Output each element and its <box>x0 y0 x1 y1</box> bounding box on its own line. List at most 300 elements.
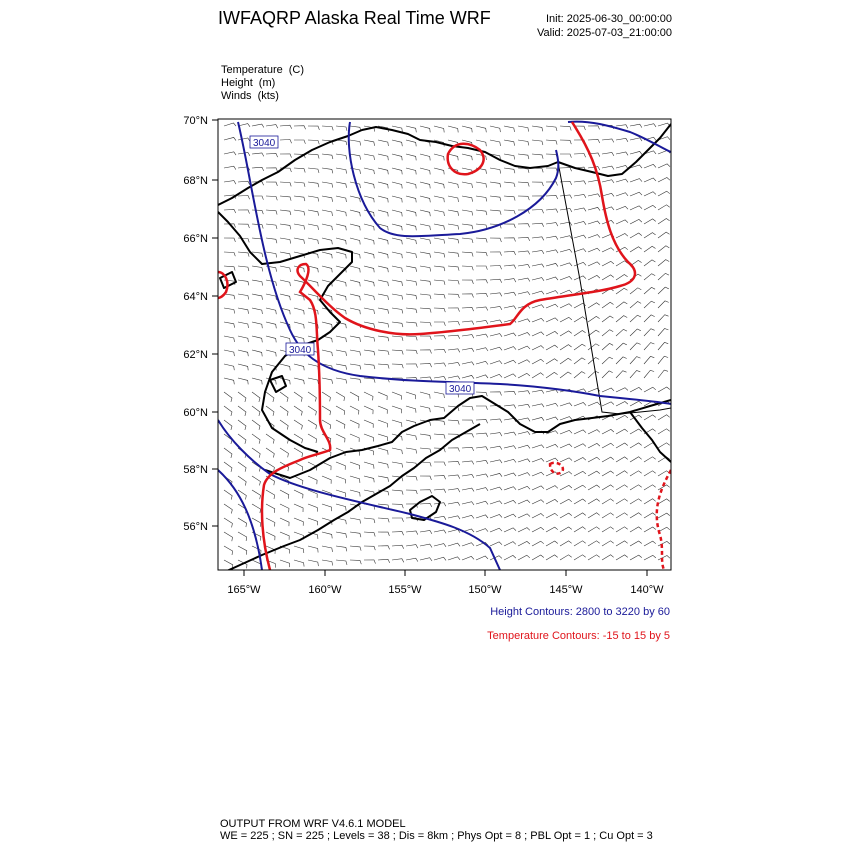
wind-barb <box>546 126 557 131</box>
wind-barb <box>406 182 416 188</box>
wind-barb <box>224 336 235 342</box>
wind-barb <box>420 350 432 354</box>
wind-barb <box>364 350 375 355</box>
lat-tick-label: 56°N <box>183 521 208 533</box>
wind-barb <box>560 195 572 199</box>
wind-barb <box>280 266 291 272</box>
wind-barb <box>490 515 502 519</box>
wind-barb <box>616 179 628 182</box>
wind-barb <box>560 140 571 144</box>
wind-barb <box>490 168 501 174</box>
contour-label: 3040 <box>449 384 472 395</box>
wind-barb <box>518 224 530 228</box>
wind-barb <box>392 140 402 146</box>
wind-barb <box>420 238 431 244</box>
wind-barb <box>630 387 642 392</box>
wind-barb <box>476 252 487 256</box>
wind-barb <box>546 444 558 448</box>
wind-barb <box>546 168 557 172</box>
wind-barb <box>532 555 544 560</box>
wind-barb <box>504 210 515 214</box>
wind-barb <box>546 140 557 145</box>
wind-barb <box>280 532 289 540</box>
wind-barb <box>322 266 332 272</box>
wind-barb <box>420 434 431 439</box>
wind-barb <box>560 358 572 364</box>
wind-barb <box>336 196 346 202</box>
wind-barb <box>378 294 389 300</box>
wind-barb <box>616 206 628 210</box>
wind-barb <box>546 541 558 546</box>
wind-barb <box>574 485 586 490</box>
wind-barb <box>266 252 277 258</box>
wind-barb <box>532 223 544 227</box>
wind-barb <box>518 251 530 255</box>
wind-barb <box>490 374 502 378</box>
wind-barb <box>336 126 347 131</box>
wind-barb <box>280 490 289 499</box>
wind-barb <box>322 532 332 538</box>
wind-barb <box>532 346 544 350</box>
wind-barb <box>224 504 232 514</box>
wind-barb <box>476 334 488 337</box>
wind-barb <box>420 252 431 258</box>
wind-barb <box>294 420 302 429</box>
wind-barb <box>364 532 375 537</box>
wind-barb <box>630 499 642 504</box>
wind-barb <box>490 140 501 146</box>
field-name: Temperature <box>221 64 283 76</box>
wind-barb <box>574 513 586 518</box>
wind-barb <box>504 473 516 476</box>
wind-barb <box>490 252 502 256</box>
wind-barb <box>490 473 502 476</box>
wind-barb <box>322 560 333 566</box>
wind-barb <box>266 504 275 513</box>
wind-barb <box>224 518 232 527</box>
wind-barb <box>532 417 544 420</box>
wind-barb <box>406 364 418 368</box>
wind-barb <box>518 404 530 407</box>
wind-barb <box>378 168 388 174</box>
wind-barb <box>588 402 600 406</box>
wind-barb <box>252 294 263 300</box>
wind-barb <box>392 266 402 272</box>
wind-barb <box>364 420 373 428</box>
wind-barb <box>630 513 642 518</box>
wind-barb <box>476 293 488 297</box>
wind-barb <box>252 434 260 444</box>
wind-barb <box>490 196 501 201</box>
wind-barb <box>560 249 572 252</box>
wind-barb <box>546 154 557 158</box>
wind-barb <box>504 182 515 187</box>
wind-barb <box>462 294 474 298</box>
wind-barb <box>434 196 444 202</box>
wind-barb <box>322 392 330 401</box>
wind-barb <box>364 434 373 442</box>
wind-barb <box>602 357 613 364</box>
wind-barb <box>434 322 445 326</box>
height-contour <box>349 122 559 236</box>
wind-barb <box>294 448 303 457</box>
wind-barb <box>658 387 670 392</box>
wind-barb <box>448 489 460 493</box>
wind-barb <box>490 392 502 396</box>
wind-barb <box>462 196 473 202</box>
wind-barb <box>238 336 248 342</box>
wind-barb <box>336 420 345 429</box>
wind-barb <box>462 406 473 410</box>
wind-barb <box>644 164 656 168</box>
wind-barb <box>490 293 502 297</box>
wind-barb <box>546 513 558 518</box>
wind-barb <box>350 308 360 314</box>
wind-barb <box>294 392 302 402</box>
wind-barb <box>630 206 642 210</box>
wind-barb <box>532 278 544 281</box>
wind-barb <box>504 514 516 518</box>
wind-barb <box>280 182 291 186</box>
wind-barb <box>588 555 600 560</box>
wind-barb <box>252 308 262 314</box>
wind-barb <box>560 304 572 308</box>
wind-barb <box>294 364 304 370</box>
wind-barb <box>658 541 670 546</box>
wind-barb <box>504 292 516 296</box>
wind-barb <box>546 390 558 393</box>
wind-barb <box>616 166 628 169</box>
wind-barb <box>322 182 333 188</box>
wind-barb <box>518 154 529 159</box>
wind-barb <box>420 308 431 313</box>
wind-barb <box>336 406 345 415</box>
wind-barb <box>392 559 404 563</box>
wind-barb <box>546 486 558 490</box>
lon-tick-label: 155°W <box>388 584 422 596</box>
wind-barb <box>266 406 274 416</box>
wind-barb <box>504 140 515 146</box>
wind-barb <box>574 181 586 185</box>
wind-barb <box>378 308 389 314</box>
wind-barb <box>406 252 417 258</box>
wind-barb <box>294 476 303 485</box>
wind-barb <box>462 447 474 451</box>
wind-barb <box>504 405 516 409</box>
wind-barb <box>322 154 333 159</box>
wind-barb <box>490 182 501 187</box>
wind-barb <box>238 378 248 384</box>
wind-barb <box>490 320 502 323</box>
wind-barb <box>602 193 614 196</box>
wind-barb <box>476 140 486 146</box>
wind-barb <box>504 555 516 560</box>
wind-barb <box>266 168 278 172</box>
wind-barb <box>392 336 403 341</box>
wind-barb <box>434 210 444 216</box>
wind-barb <box>588 248 600 252</box>
wind-barb <box>616 371 627 378</box>
wind-barb <box>350 532 361 537</box>
wind-barb <box>602 302 614 308</box>
wind-barb <box>588 430 600 434</box>
wind-barb <box>560 345 572 350</box>
wind-barb <box>294 308 304 314</box>
wind-barb <box>546 318 558 322</box>
wind-barb <box>644 260 655 266</box>
wind-barb <box>420 392 430 399</box>
wind-barb <box>504 224 515 228</box>
wind-barb <box>224 448 232 458</box>
field-name: Winds <box>221 90 252 102</box>
wind-barb <box>224 252 235 256</box>
wind-barb <box>630 302 641 309</box>
wind-barb <box>336 532 347 538</box>
wind-barb <box>280 336 290 342</box>
wind-barb <box>518 140 529 145</box>
wind-barb <box>630 124 642 127</box>
temperature-contours-legend: Temperature Contours: -15 to 15 by 5 <box>487 630 670 642</box>
wind-barb <box>406 224 416 230</box>
wind-barb <box>490 501 502 504</box>
wind-barb <box>476 556 488 560</box>
wind-barb <box>392 168 402 174</box>
wind-barb <box>630 343 641 350</box>
wind-barb <box>546 291 558 294</box>
wind-barb <box>434 516 446 520</box>
lat-tick-label: 70°N <box>183 115 208 127</box>
wind-barb <box>546 417 558 420</box>
wind-barb <box>350 336 361 342</box>
wind-barb <box>434 266 445 271</box>
wind-barb <box>602 248 614 252</box>
height-contour <box>238 122 671 404</box>
wind-barb <box>406 406 416 413</box>
wind-barb <box>378 266 388 272</box>
wind-barb <box>644 527 656 532</box>
wind-barb <box>406 238 416 244</box>
wind-barb <box>518 418 530 421</box>
wind-barb <box>266 532 275 540</box>
wind-barb <box>658 342 668 350</box>
wind-barb <box>336 434 345 442</box>
wind-barb <box>504 251 516 255</box>
lon-tick-label: 140°W <box>630 584 664 596</box>
temperature-contour <box>657 470 671 570</box>
wind-barb <box>588 207 600 210</box>
wind-barb <box>378 182 388 188</box>
lat-tick-label: 66°N <box>183 233 208 245</box>
wind-barb <box>378 140 388 146</box>
wind-barb <box>448 224 459 230</box>
wind-barb <box>574 444 586 448</box>
lat-tick-label: 62°N <box>183 349 208 361</box>
wind-barb <box>532 459 544 463</box>
wind-barb <box>406 266 417 272</box>
wind-barb <box>238 138 250 141</box>
wind-barb <box>420 266 431 272</box>
wind-barb <box>546 458 558 462</box>
wind-barb <box>602 330 613 336</box>
wind-barb <box>630 485 642 490</box>
wind-barb <box>490 528 502 532</box>
wind-barb <box>616 316 627 322</box>
lon-tick-label: 160°W <box>308 584 342 596</box>
wind-barb <box>630 471 642 476</box>
wind-barb <box>266 392 274 402</box>
wind-barb <box>588 194 600 197</box>
wind-barb <box>336 560 347 565</box>
wind-barb <box>280 364 290 370</box>
wind-barb <box>560 209 572 213</box>
wind-barb <box>434 434 445 439</box>
wind-barb <box>252 210 263 214</box>
wind-barb <box>378 322 389 328</box>
wind-barb <box>420 531 432 534</box>
wind-barb <box>644 356 654 364</box>
wind-barb <box>434 238 445 244</box>
wind-barb <box>658 301 669 308</box>
wind-barb <box>560 499 572 504</box>
wind-barb <box>616 234 628 239</box>
wind-barb <box>420 558 432 561</box>
wind-barb <box>462 252 473 257</box>
temperature-contour <box>262 122 635 570</box>
wind-barb <box>476 501 488 504</box>
wind-barb <box>658 273 669 280</box>
wind-barb <box>462 126 472 132</box>
wind-barb <box>574 541 586 546</box>
wind-barb <box>448 322 460 326</box>
wind-barb <box>630 233 642 238</box>
wind-barb <box>294 490 303 498</box>
wind-barb <box>224 378 234 384</box>
wind-barb <box>378 252 388 258</box>
wind-barb <box>602 261 614 266</box>
longitude-axis <box>227 570 664 596</box>
wind-barb <box>322 168 333 173</box>
wind-barb <box>434 377 446 381</box>
wind-barb <box>406 392 416 399</box>
wind-barb <box>378 518 389 522</box>
wind-barb <box>336 210 346 216</box>
wind-barb <box>560 541 572 546</box>
wind-barb <box>504 347 516 350</box>
wind-barb <box>406 294 417 299</box>
wind-barb <box>476 280 488 284</box>
wind-barb <box>392 280 403 286</box>
wind-barb <box>532 390 544 393</box>
wind-barb <box>336 154 347 159</box>
wind-barb <box>644 555 656 560</box>
wind-barb <box>616 471 628 476</box>
wind-barb <box>434 182 444 188</box>
wind-barb <box>616 302 627 308</box>
wind-barb <box>658 415 670 420</box>
wind-barb <box>658 556 670 561</box>
wind-barb <box>252 224 263 229</box>
wind-barb <box>616 457 628 462</box>
wind-barb <box>336 168 347 174</box>
wind-barb <box>574 222 586 225</box>
wind-barb <box>546 555 558 560</box>
wind-barb <box>462 362 474 365</box>
wind-barb <box>588 371 599 378</box>
wind-barb <box>280 392 288 402</box>
wind-barb <box>252 448 260 458</box>
wind-barb <box>602 343 613 350</box>
wind-barb <box>434 476 446 480</box>
wind-barb <box>434 462 446 466</box>
wind-barb <box>336 462 345 470</box>
wind-barb <box>322 546 333 552</box>
wind-barb <box>644 343 654 350</box>
wind-barb <box>518 473 530 476</box>
wind-barb <box>518 168 529 173</box>
wind-barb <box>434 557 446 560</box>
wind-barb <box>224 560 233 569</box>
wind-barb <box>462 348 474 352</box>
wind-barb <box>476 238 487 243</box>
wind-barb <box>588 262 600 266</box>
wind-barb <box>266 153 278 157</box>
wind-barb <box>490 347 502 350</box>
wind-barb <box>378 392 387 400</box>
wind-barb <box>392 210 402 216</box>
wind-barb <box>546 359 558 364</box>
wind-barb <box>476 196 487 201</box>
map-title: IWFAQRP Alaska Real Time WRF <box>218 8 491 28</box>
wind-barb <box>252 420 260 430</box>
wind-barb <box>630 429 642 434</box>
wind-barb <box>574 154 586 158</box>
wind-barb <box>364 140 375 146</box>
wind-barb <box>266 434 274 444</box>
wind-barb <box>266 224 277 229</box>
wind-barb <box>350 378 361 383</box>
wind-barb <box>560 472 572 476</box>
wind-barb <box>602 429 614 434</box>
wind-barb <box>504 374 516 378</box>
wind-barb <box>322 476 331 484</box>
wind-barb <box>462 475 474 478</box>
west-coast <box>218 212 352 452</box>
wind-barb <box>518 292 530 295</box>
wind-barb <box>364 294 374 300</box>
wind-barb <box>252 350 262 356</box>
wind-barb <box>602 555 614 560</box>
wind-barb <box>616 485 628 490</box>
wind-barb <box>644 387 656 392</box>
wind-barb <box>448 557 460 560</box>
wind-barb <box>336 504 346 511</box>
wind-barb <box>462 224 473 229</box>
wind-barb <box>644 471 656 476</box>
wind-barb <box>350 462 360 469</box>
wind-barb <box>420 196 430 202</box>
wind-barb <box>518 432 530 435</box>
wind-barb <box>546 527 558 532</box>
wind-barb <box>616 138 628 142</box>
wind-barb <box>658 232 670 238</box>
wind-barb <box>350 518 361 524</box>
wind-barb <box>560 372 571 378</box>
wind-barb <box>462 321 474 325</box>
wind-barb <box>308 546 318 553</box>
wind-barb <box>602 166 614 169</box>
wind-barb <box>532 291 544 294</box>
wind-barb <box>504 432 516 435</box>
